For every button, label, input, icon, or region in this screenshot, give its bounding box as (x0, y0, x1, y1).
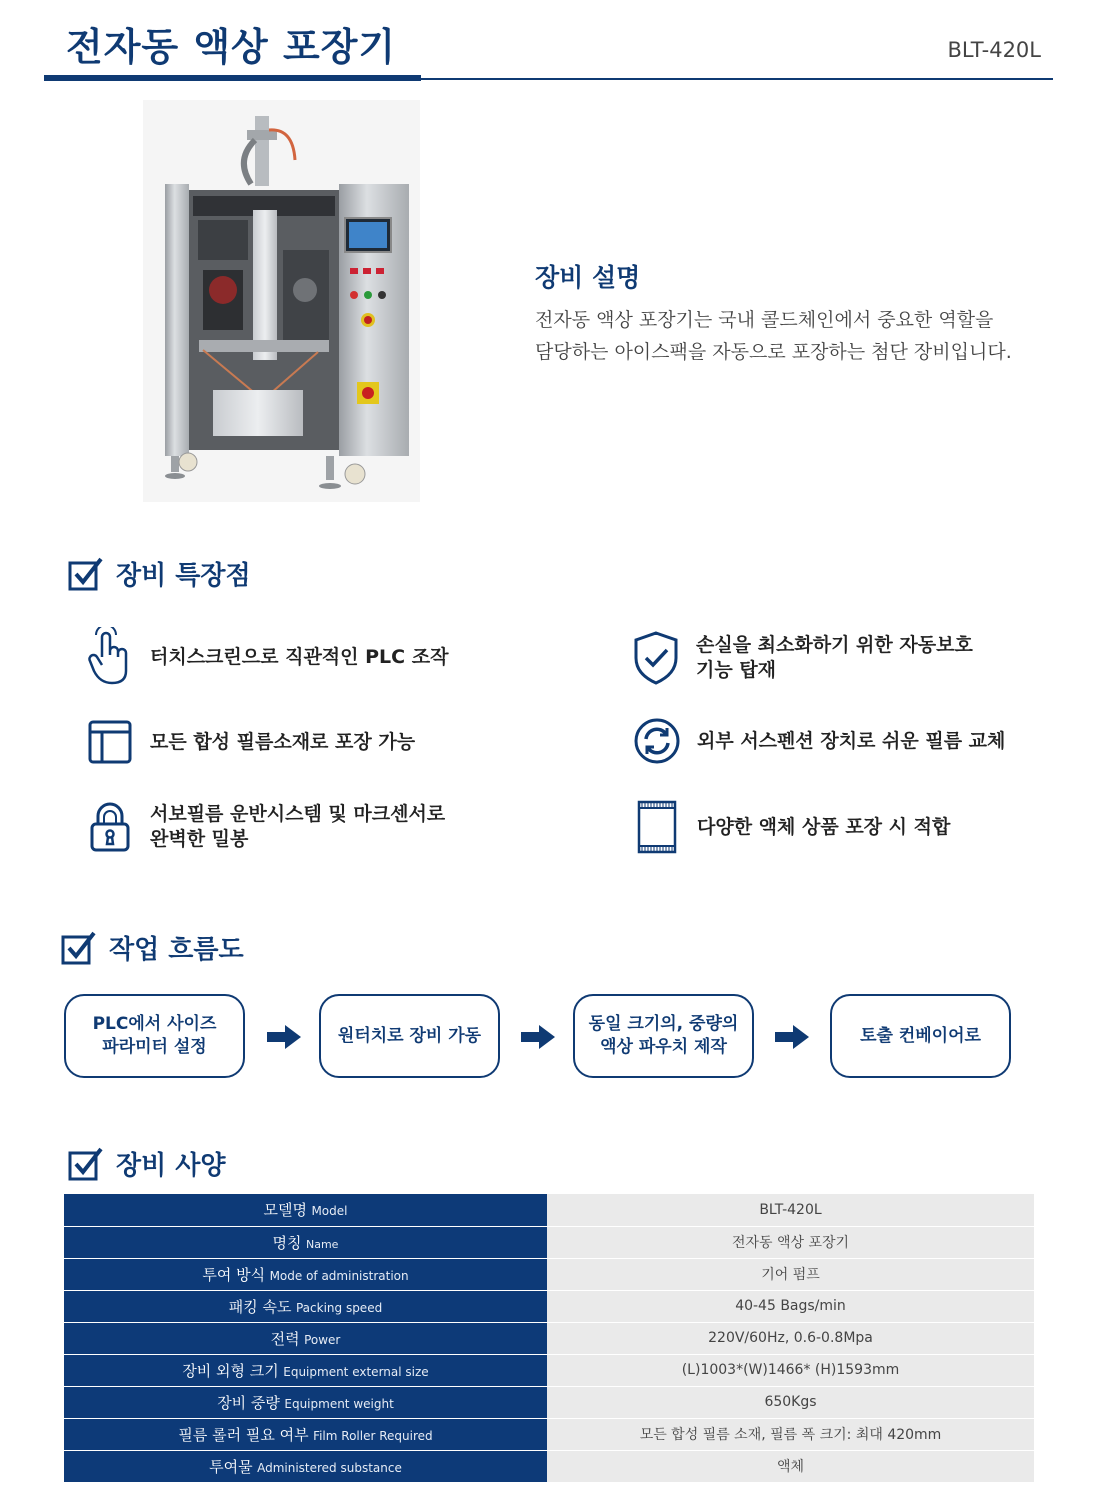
table-row (64, 1290, 1034, 1322)
feature-text: 외부 서스펜션 장치로 쉬운 필름 교체 (697, 729, 1006, 752)
feature-item (86, 800, 445, 854)
features-heading (68, 555, 251, 592)
spec-key-en: Power (304, 1332, 341, 1347)
spec-key-ko: 필름 롤러 필요 여부 (178, 1425, 309, 1444)
spec-key-ko: 명칭 (272, 1233, 302, 1252)
page-title: 전자동 액상 포장기 (66, 25, 397, 69)
spec-key-en: Packing speed (295, 1300, 383, 1315)
model-code: BLT-420L (947, 38, 1041, 62)
checkbox-icon (68, 557, 104, 591)
spec-key-en: Film Roller Required (313, 1428, 433, 1443)
shield-check-icon (632, 630, 680, 686)
table-row (64, 1386, 1034, 1418)
checkbox-icon (68, 1147, 104, 1181)
spec-key-ko: 투여물 (209, 1457, 253, 1476)
spec-value: 40-45 Bags/min (547, 1290, 1034, 1322)
workflow-step-label: PLC에서 사이즈 파라미터 설정 (92, 1014, 217, 1057)
feature-item (633, 717, 1005, 765)
feature-item (86, 627, 448, 687)
feature-item (86, 718, 415, 766)
description-line-2: 담당하는 아이스팩을 자동으로 포장하는 첨단 장비입니다. (535, 341, 1012, 363)
workflow-step-label: 동일 크기의, 중량의 액상 파우치 제작 (588, 1014, 739, 1057)
spec-key-en: Equipment external size (283, 1364, 429, 1379)
spec-key-en: Name (305, 1237, 339, 1251)
spec-key (64, 1450, 547, 1482)
table-row (64, 1322, 1034, 1354)
specs-heading (68, 1145, 226, 1182)
specs-heading-label: 장비 사양 (116, 1151, 226, 1181)
description-line-1: 전자동 액상 포장기는 국내 콜드체인에서 중요한 역할을 (535, 309, 994, 331)
spec-value: 모든 합성 필름 소재, 필름 폭 크기: 최대 420mm (547, 1418, 1034, 1450)
spec-value: (L)1003*(W)1466* (H)1593mm (547, 1354, 1034, 1386)
spec-value: BLT-420L (547, 1194, 1034, 1226)
table-row (64, 1418, 1034, 1450)
spec-key-en: Administered substance (257, 1460, 402, 1475)
workflow-step (830, 994, 1011, 1078)
table-row (64, 1194, 1034, 1226)
feature-text: 터치스크린으로 직관적인 PLC 조작 (150, 645, 449, 668)
workflow-step (64, 994, 245, 1078)
spec-key-en: Mode of administration (269, 1268, 409, 1283)
table-row (64, 1354, 1034, 1386)
header-accent-bar (44, 75, 421, 81)
spec-key-ko: 전력 (270, 1329, 300, 1348)
spec-key-en: Model (311, 1204, 348, 1219)
spec-key-ko: 장비 외형 크기 (182, 1361, 279, 1380)
arrow-right-icon (775, 1025, 809, 1049)
feature-text: 손실을 최소화하기 위한 자동보호 기능 탑재 (696, 634, 973, 681)
spec-key (64, 1194, 547, 1226)
description-title: 장비 설명 (535, 263, 641, 292)
checkbox-icon (61, 931, 97, 965)
spec-key (64, 1290, 547, 1322)
spec-key (64, 1386, 547, 1418)
workflow-step-label: 토출 컨베이어로 (860, 1025, 981, 1046)
table-row (64, 1450, 1034, 1482)
spec-table (64, 1194, 1034, 1483)
spec-key (64, 1226, 547, 1258)
touch-hand-icon (86, 627, 134, 687)
workflow-step-label: 원터치로 장비 가동 (337, 1025, 482, 1046)
spec-key (64, 1354, 547, 1386)
spec-key (64, 1418, 547, 1450)
spec-key (64, 1258, 547, 1290)
feature-text: 모든 합성 필름소재로 포장 가능 (150, 730, 416, 753)
pouch-icon (633, 800, 681, 854)
workflow-heading-label: 작업 흐름도 (109, 935, 244, 965)
spec-value: 650Kgs (547, 1386, 1034, 1418)
refresh-icon (633, 717, 681, 765)
frame-icon (86, 718, 134, 766)
workflow-step (319, 994, 500, 1078)
spec-key-ko: 장비 중량 (217, 1393, 280, 1412)
spec-value: 액체 (547, 1450, 1034, 1482)
spec-key-ko: 모델명 (263, 1201, 307, 1220)
machine-image (143, 100, 420, 502)
spec-value: 기어 펌프 (547, 1258, 1034, 1290)
feature-text: 다양한 액체 상품 포장 시 적합 (697, 815, 951, 838)
spec-key (64, 1322, 547, 1354)
padlock-icon (86, 800, 134, 854)
spec-key-ko: 투여 방식 (202, 1265, 266, 1284)
feature-text: 서보필름 운반시스템 및 마크센서로 완벽한 밀봉 (150, 803, 446, 850)
table-row (64, 1258, 1034, 1290)
spec-key-ko: 패킹 속도 (228, 1297, 292, 1316)
arrow-right-icon (267, 1025, 301, 1049)
spec-key-en: Equipment weight (284, 1396, 394, 1411)
arrow-right-icon (521, 1025, 555, 1049)
features-heading-label: 장비 특장점 (116, 561, 251, 591)
feature-item (633, 800, 950, 854)
workflow-heading (61, 929, 244, 966)
description-text (535, 304, 1055, 368)
spec-value: 220V/60Hz, 0.6-0.8Mpa (547, 1322, 1034, 1354)
spec-value: 전자동 액상 포장기 (547, 1226, 1034, 1258)
feature-item (632, 630, 973, 686)
table-row (64, 1226, 1034, 1258)
workflow-step (573, 994, 754, 1078)
